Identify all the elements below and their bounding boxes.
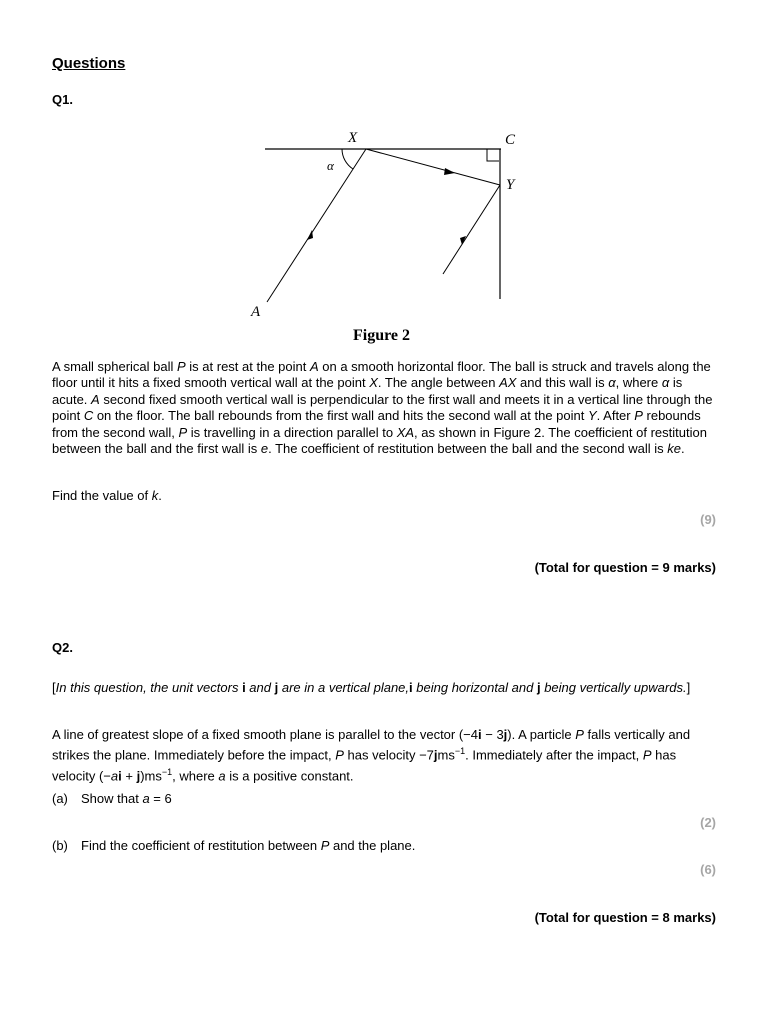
text-run: has velocity (− bbox=[52, 747, 677, 784]
question-2-text bbox=[52, 727, 718, 785]
text-run: j bbox=[536, 680, 541, 695]
text-run: has velocity −7 bbox=[343, 747, 434, 763]
question-1-text bbox=[52, 359, 718, 457]
text-run: a bbox=[110, 768, 119, 784]
text-run: . After bbox=[596, 408, 635, 424]
question-2-part-b-marks: (6) bbox=[700, 862, 716, 877]
text-run: j bbox=[503, 727, 508, 742]
arrow-a-to-x bbox=[307, 230, 313, 240]
label-x: X bbox=[348, 130, 358, 146]
text-run: A line of greatest slope of a fixed smooth plane is parallel to the vector (−4 bbox=[52, 727, 478, 742]
part-b-label: (b) bbox=[52, 838, 68, 853]
text-run: −1 bbox=[161, 767, 173, 778]
question-1-find bbox=[52, 488, 718, 504]
text-run: second fixed smooth vertical wall is perpendicular to the first wall and meets it in a vertical line through the point bbox=[52, 391, 713, 424]
question-1-marks: (9) bbox=[700, 512, 716, 527]
question-2-part-a-marks: (2) bbox=[700, 815, 716, 830]
label-alpha: α bbox=[327, 158, 334, 173]
text-run: is acute. bbox=[52, 375, 683, 407]
text-run: i bbox=[478, 727, 482, 742]
text-run: α bbox=[661, 375, 670, 391]
text-run: Find the coefficient of restitution between bbox=[81, 838, 321, 853]
text-run: a bbox=[142, 791, 150, 806]
text-run: j bbox=[274, 680, 279, 695]
text-run: i bbox=[409, 680, 413, 695]
question-2-total: (Total for question = 8 marks) bbox=[534, 910, 716, 925]
figure-caption: Figure 2 bbox=[353, 327, 411, 344]
text-run: j bbox=[433, 747, 438, 763]
text-run: )ms bbox=[140, 768, 162, 784]
figure-2-diagram bbox=[240, 125, 540, 350]
text-run: − 3 bbox=[481, 727, 504, 742]
path-x-to-y bbox=[366, 149, 500, 185]
text-run: Show that bbox=[81, 791, 143, 806]
text-run: P bbox=[320, 838, 330, 853]
text-run: ). A particle bbox=[507, 727, 576, 742]
text-run: j bbox=[136, 768, 141, 784]
part-a-text bbox=[81, 791, 172, 806]
text-run: α bbox=[608, 375, 616, 391]
text-run: A bbox=[91, 391, 100, 407]
text-run: and this wall is bbox=[516, 375, 609, 391]
text-run: ke bbox=[667, 441, 681, 457]
text-run: is travelling in a direction parallel to bbox=[187, 424, 397, 440]
text-run: = 6 bbox=[149, 791, 172, 806]
text-run: and bbox=[245, 680, 275, 695]
text-run: is a positive constant. bbox=[225, 768, 354, 784]
text-run: Find the value of bbox=[52, 488, 152, 503]
text-run: , where bbox=[615, 375, 662, 391]
text-run: A small spherical ball bbox=[52, 359, 177, 374]
text-run: P bbox=[178, 424, 188, 440]
text-run: ms bbox=[437, 747, 455, 763]
text-run: e bbox=[260, 441, 269, 457]
right-angle-marker bbox=[487, 149, 499, 161]
text-run: being vertically upwards. bbox=[540, 680, 687, 695]
text-run: A bbox=[309, 359, 319, 374]
text-run: P bbox=[335, 747, 344, 763]
text-run: P bbox=[634, 408, 643, 424]
text-run: P bbox=[642, 747, 652, 763]
text-run: XA bbox=[396, 424, 415, 440]
text-run: P bbox=[575, 727, 584, 742]
part-a-label: (a) bbox=[52, 791, 68, 806]
question-2-intro bbox=[52, 680, 718, 696]
text-run: , where bbox=[172, 768, 219, 784]
text-run: . bbox=[680, 441, 685, 457]
question-2-label: Q2. bbox=[52, 640, 73, 655]
text-run: In this question, the unit vectors bbox=[55, 680, 243, 695]
text-run: , as shown in Figure 2. The coefficient of restitution between the ball and the first wall is bbox=[52, 424, 707, 457]
text-run: falls vertically and strikes the plane. Immediately before the impact, bbox=[52, 727, 691, 763]
text-run: X bbox=[369, 375, 378, 391]
text-run: AX bbox=[499, 375, 517, 391]
text-run: . bbox=[158, 488, 162, 503]
text-run: rebounds from the second wall, bbox=[52, 408, 701, 440]
path-y-away bbox=[443, 185, 500, 274]
text-run: i bbox=[118, 768, 122, 784]
part-b-text bbox=[81, 838, 415, 853]
text-run: −1 bbox=[454, 746, 466, 757]
question-2-part-b bbox=[52, 838, 415, 853]
text-run: . The angle between bbox=[377, 375, 500, 391]
alpha-angle-arc bbox=[342, 149, 353, 169]
text-run: P bbox=[177, 359, 186, 374]
question-1-total: (Total for question = 9 marks) bbox=[534, 560, 716, 575]
text-run: and the plane. bbox=[329, 838, 416, 853]
text-run: ] bbox=[686, 680, 691, 695]
text-run: a bbox=[218, 768, 226, 784]
text-run: k bbox=[151, 488, 159, 503]
text-run: [ bbox=[52, 680, 56, 695]
text-run: . The coefficient of restitution between the ball and the second wall is bbox=[268, 441, 668, 457]
text-run: on the floor. The ball rebounds from the first wall and hits the second wall at the point bbox=[93, 408, 588, 424]
text-run: on a smooth horizontal floor. The ball is struck and travels along the floor until it hits a fixed smooth vertical wall at the point bbox=[52, 359, 711, 391]
question-1-label: Q1. bbox=[52, 92, 73, 107]
page-heading: Questions bbox=[52, 55, 126, 72]
label-a: A bbox=[251, 304, 261, 320]
text-run: is at rest at the point bbox=[185, 359, 310, 374]
text-run: are in a vertical plane, bbox=[278, 680, 410, 695]
text-run: Y bbox=[587, 408, 597, 424]
question-2-part-a bbox=[52, 791, 172, 806]
text-run: . Immediately after the impact, bbox=[465, 747, 643, 763]
arrow-x-to-y bbox=[444, 168, 455, 175]
text-run: + bbox=[121, 768, 137, 784]
text-run: i bbox=[242, 680, 246, 695]
text-run: C bbox=[83, 408, 94, 424]
path-a-to-x bbox=[267, 149, 366, 302]
label-c: C bbox=[505, 132, 516, 148]
label-y: Y bbox=[506, 177, 515, 193]
text-run: being horizontal and bbox=[412, 680, 537, 695]
